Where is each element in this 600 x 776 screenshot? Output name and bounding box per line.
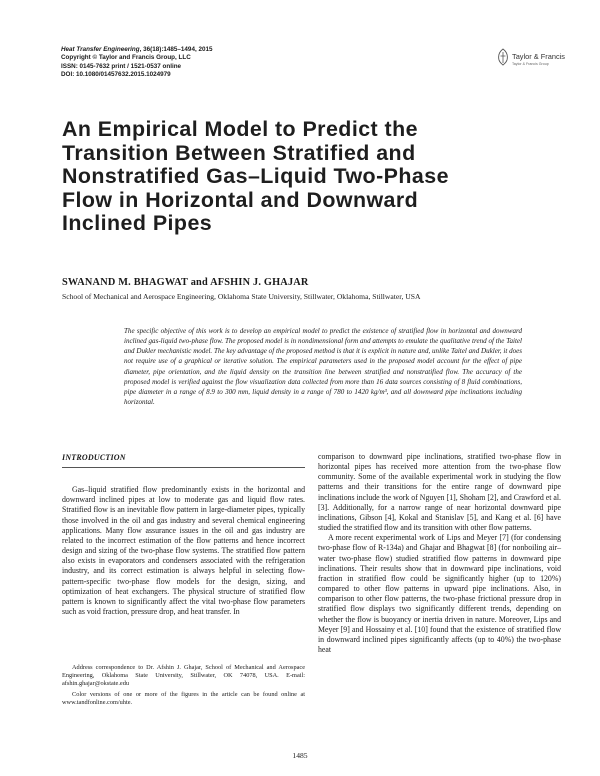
- title-line: Inclined Pipes: [62, 211, 213, 236]
- journal-name: Heat Transfer Engineering: [61, 46, 140, 53]
- authors: SWANAND M. BHAGWAT and AFSHIN J. GHAJAR: [62, 277, 309, 288]
- section-heading-introduction: INTRODUCTION: [62, 453, 305, 468]
- body-paragraph: Gas–liquid stratified flow predominantly exists in the horizontal and downward inclined pipes at low to moderate gas and liquid flow rates. Stratified flow is an inevitable flow pattern in large-diameter pipes, typically those involved in the oil and gas industry and several chemical engineering applications. Many flow assurance issues in the oil and gas industry are related to the incorrect estimation of the flow patterns and hence incorrect design and sizing of the two-phase flow systems. The stratified flow pattern also exists in evaporators and condensers associated with the refrigeration industry, and its correct estimation is always helpful in selecting flow-pattern-specific two-phase flow models for the design, sizing, and optimization of heat exchangers. The physical structure of stratified flow pattern is known to significantly affect the vital two-phase flow parameters such as void fraction, pressure drop, and heat transfer. In: [62, 485, 305, 617]
- publisher-name: Taylor & Francis: [512, 52, 565, 61]
- title-line: Transition Between Stratified and: [62, 140, 416, 165]
- journal-line-2: Copyright © Taylor and Francis Group, LLC: [61, 54, 191, 62]
- publisher-tagline: Taylor & Francis Group: [512, 62, 549, 66]
- journal-citation: [61, 46, 212, 79]
- left-column: [62, 453, 305, 617]
- title-line: An Empirical Model to Predict the: [62, 117, 418, 141]
- affiliation: School of Mechanical and Aerospace Engineering, Oklahoma State University, Stillwater, Oklahoma, Stillwater, USA: [62, 292, 421, 301]
- publisher-logo: [496, 46, 568, 86]
- taylor-francis-emblem-icon: [496, 48, 510, 66]
- title-line: Nonstratified Gas–Liquid Two-Phase: [62, 164, 449, 189]
- journal-doi: DOI: 10.1080/01457632.2015.1024979: [61, 70, 171, 78]
- body-paragraph: comparison to downward pipe inclinations, stratified two-phase flow in horizontal pipes has received more attention from the two-phase flow community. Some of the available experimental work in studying the flow patterns and their transitions for the entire range of downward pipe inclinations include the work of Nguyen [1], Shoham [2], and Crawford et al. [3]. Additionally, for a narrow range of near horizontal downward pipe inclinations, Gibson [4], Kokal and Stanislav [5], and Kang et al. [6] have studied the stratified flow and its transition with other flow patterns.: [318, 452, 561, 533]
- abstract: The specific objective of this work is to develop an empirical model to predict the existence of stratified flow in horizontal and downward inclined gas-liquid two-phase flow. The proposed model is in nondimensional form and attempts to emulate the qualitative trend of the Taitel and Dukler mechanistic model. The key advantage of the proposed method is that it is explicit in nature and, unlike Taitel and Dukler, it does not require use of a graphical or iterative solution. The empirical parameters used in the proposed model account for the effect of pipe diameter, pipe orientation, and the liquid density on the transition line between stratified and nonstratified flow. The accuracy of the proposed model is verified against the flow visualization data collected from more than 16 data sources consisting of 8 fluid combinations, pipe diameter in a range of 8.9 to 300 mm, liquid density in a range of 780 to 1420 kg/m³, and all downward pipe inclinations including horizontal.: [124, 327, 522, 407]
- right-column: [318, 452, 561, 655]
- color-figures-footnote: Color versions of one or more of the figures in the article can be found online at www.tandfonline.com/uhte.: [62, 691, 305, 707]
- article-title: [62, 118, 552, 236]
- journal-line-1: Heat Transfer Engineering, 36(18):1485–1494, 2015: [61, 46, 213, 53]
- journal-line-3: ISSN: 0145-7632 print / 1521-0537 online: [61, 62, 182, 70]
- footnotes: [62, 664, 305, 707]
- title-line: Flow in Horizontal and Downward: [62, 187, 419, 212]
- correspondence-footnote: Address correspondence to Dr. Afshin J. Ghajar, School of Mechanical and Aerospace Engineering, Oklahoma State University, Stillwater, OK 74078, USA. E-mail: afshin.ghajar@okstate.edu: [62, 664, 305, 688]
- body-paragraph: A more recent experimental work of Lips and Meyer [7] (for condensing two-phase flow of R-134a) and Ghajar and Bhagwat [8] (for nonboiling air–water two-phase flow) studied stratified flow patterns in downward pipe inclinations. Their results show that in downward pipe inclinations, void fraction in stratified flow could be significantly higher (up to 120%) compared to other flow patterns in upward pipe inclinations. Also, in comparison to other flow patterns, the two-phase frictional pressure drop in stratified flow displays two significantly different trends, depending on whether the flow is buoyancy or inertia driven in nature. Moreover, Lips and Meyer [9] and Hossainy et al. [10] found that the existence of stratified flow in downward inclined pipes significantly affects (up to 40%) the two-phase heat: [318, 533, 561, 654]
- page-number: 1485: [292, 751, 308, 760]
